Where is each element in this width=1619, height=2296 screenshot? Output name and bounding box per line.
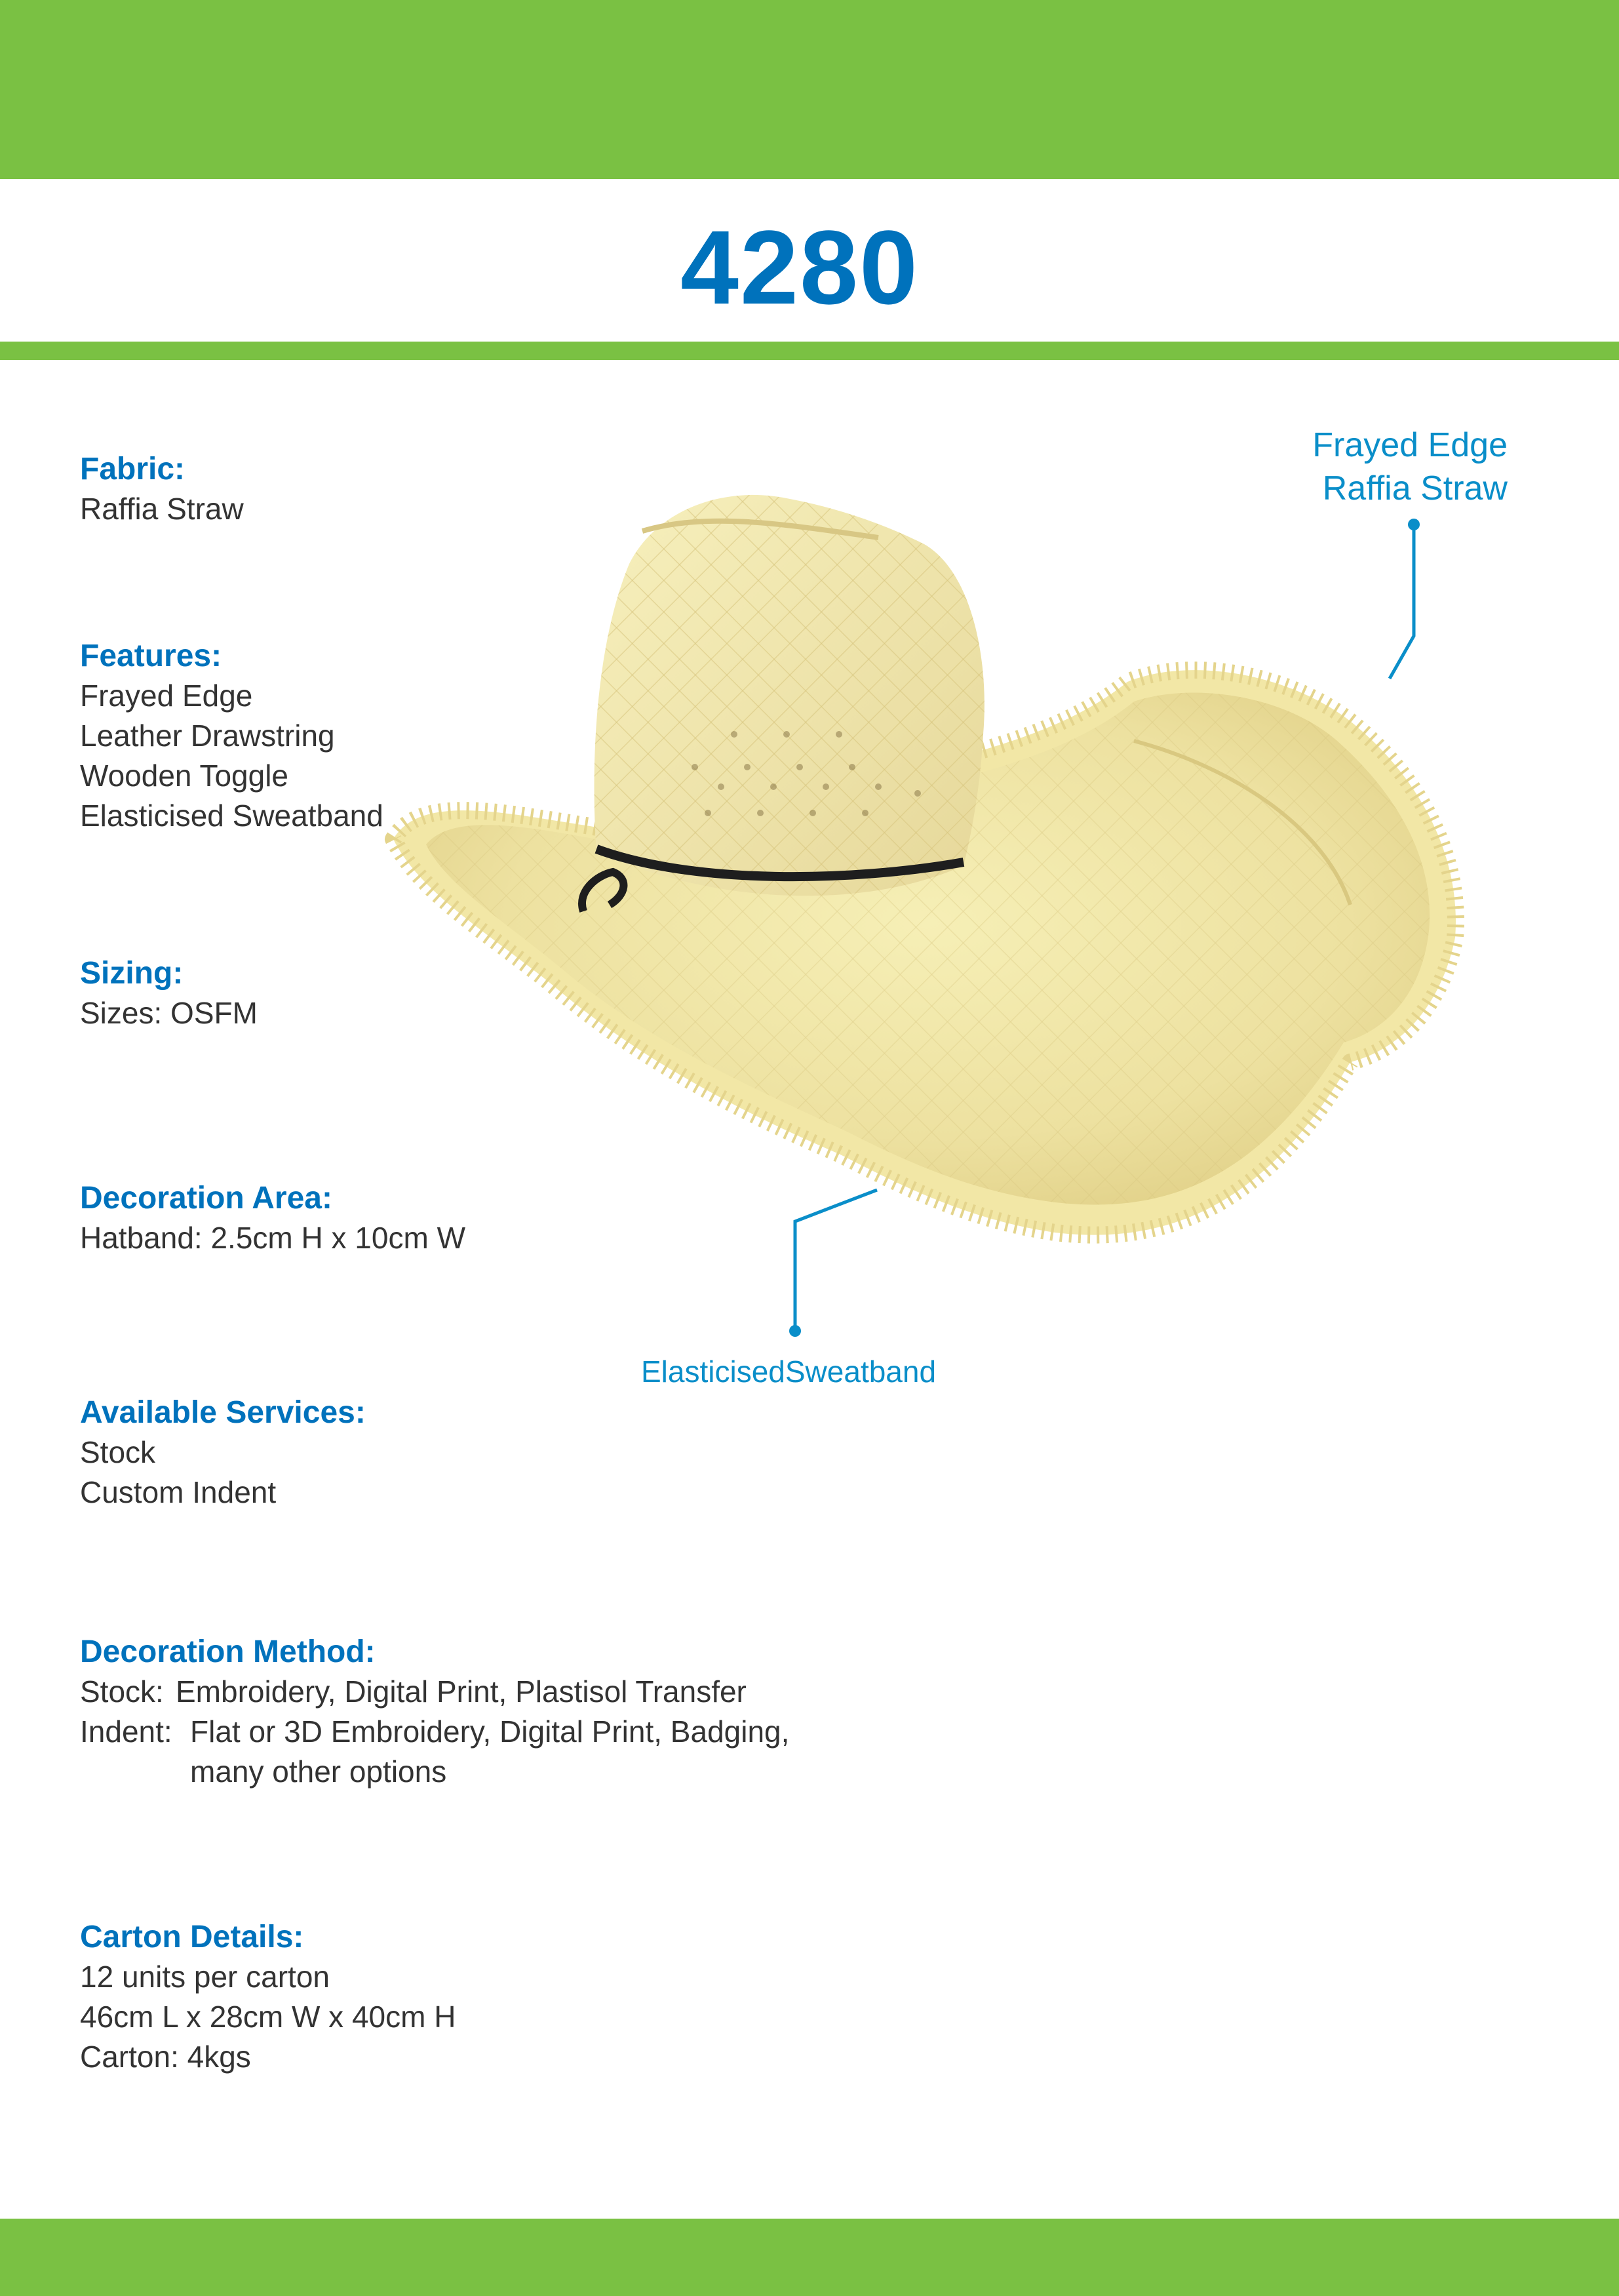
method-stock-text: Embroidery, Digital Print, Plastisol Transfer (176, 1674, 747, 1709)
decoration-area-heading: Decoration Area: (80, 1181, 332, 1216)
decoration-area-value: Hatband: 2.5cm H x 10cm W (80, 1221, 465, 1255)
service-item: Custom Indent (80, 1475, 277, 1509)
callout-sweatband: ElasticisedSweatband (641, 1355, 937, 1389)
method-stock-label: Stock: (80, 1674, 164, 1709)
callout-frayed-edge-line1: Frayed Edge (1312, 426, 1508, 464)
method-indent-label: Indent: (80, 1714, 172, 1749)
carton-item: Carton: 4kgs (80, 2040, 251, 2074)
carton-item: 12 units per carton (80, 1960, 330, 1994)
fabric-heading: Fabric: (80, 452, 185, 486)
method-indent-text-cont: many other options (190, 1754, 447, 1789)
callout-frayed-edge (1245, 424, 1508, 510)
bottom-green-band (0, 2219, 1619, 2296)
feature-item: Wooden Toggle (80, 759, 289, 793)
feature-item: Leather Drawstring (80, 719, 335, 753)
carton-heading: Carton Details: (80, 1920, 304, 1954)
decoration-method-heading: Decoration Method: (80, 1634, 376, 1669)
sizing-value: Sizes: OSFM (80, 996, 258, 1030)
feature-item: Frayed Edge (80, 679, 253, 713)
method-indent-text: Flat or 3D Embroidery, Digital Print, Badging, (190, 1714, 790, 1749)
product-code-title: 4280 (680, 208, 919, 326)
feature-item: Elasticised Sweatband (80, 799, 383, 833)
sizing-heading: Sizing: (80, 956, 184, 991)
services-heading: Available Services: (80, 1395, 366, 1430)
callout-frayed-edge-line2: Raffia Straw (1322, 469, 1508, 507)
fabric-value: Raffia Straw (80, 492, 244, 526)
service-item: Stock (80, 1435, 156, 1469)
features-heading: Features: (80, 639, 222, 673)
carton-item: 46cm L x 28cm W x 40cm H (80, 2000, 456, 2034)
